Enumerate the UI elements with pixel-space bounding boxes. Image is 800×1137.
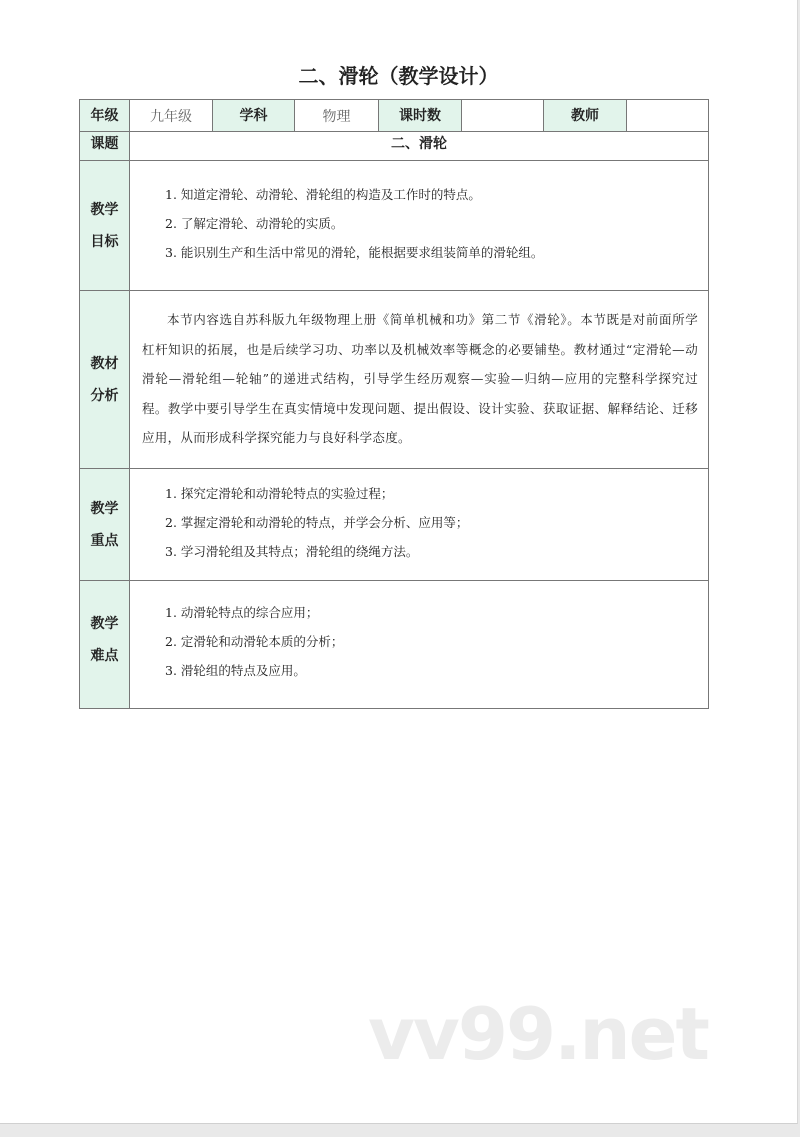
- difficulty-item: 3. 滑轮组的特点及应用。: [165, 663, 306, 678]
- page-title: 二、滑轮（教学设计）: [298, 64, 499, 88]
- watermark: vv99.net: [368, 992, 708, 1076]
- label-line: 教材: [90, 355, 119, 372]
- grade-value: 九年级: [129, 99, 213, 132]
- key-point-item: 1. 探究定滑轮和动滑轮特点的实验过程；: [165, 486, 394, 501]
- key-points-content: [129, 468, 709, 581]
- label-line: 教学: [90, 616, 119, 632]
- difficulty-item: 1. 动滑轮特点的综合应用；: [165, 605, 319, 620]
- label-line: 教学: [90, 500, 119, 517]
- key-point-item: 2. 掌握定滑轮和动滑轮的特点，并学会分析、应用等；: [165, 515, 469, 530]
- goals-content: [129, 160, 709, 291]
- goal-item: 2. 了解定滑轮、动滑轮的实质。: [165, 216, 344, 231]
- label-line: 分析: [90, 387, 119, 404]
- label-line: 目标: [90, 233, 119, 250]
- teacher-label: 教师: [543, 99, 627, 132]
- label-line: 教学: [90, 201, 119, 218]
- difficulties-label: [79, 580, 130, 709]
- hours-value: [461, 99, 544, 132]
- subject-label: 学科: [212, 99, 295, 132]
- goals-label: [79, 160, 130, 291]
- difficulty-item: 2. 定滑轮和动滑轮本质的分析；: [165, 634, 344, 649]
- teacher-value: [626, 99, 709, 132]
- topic-label: 课题: [79, 131, 130, 161]
- analysis-content: [129, 290, 709, 469]
- key-point-item: 3. 学习滑轮组及其特点；滑轮组的绕绳方法。: [165, 544, 419, 559]
- grade-label: 年级: [79, 99, 130, 132]
- goal-item: 3. 能识别生产和生活中常见的滑轮，能根据要求组装简单的滑轮组。: [165, 245, 544, 260]
- label-line: 重点: [90, 532, 119, 549]
- subject-value: 物理: [294, 99, 379, 132]
- analysis-label: [79, 290, 130, 469]
- analysis-text: 本节内容选自苏科版九年级物理上册《简单机械和功》第二节《滑轮》。本节既是对前面所学杠杆知识的拓展，也是后续学习功、功率以及机械效率等概念的必要铺垫。教材通过“定滑轮—动滑轮—滑轮组—轮轴”的递进式结构，引导学生经历观察—实验—归纳—应用的完整科学探究过程。教学中要引导学生在真实情境中发现问题、提出假设、设计实验、获取证据、解释结论、迁移应用，从而形成科学探究能力与良好科学态度。: [142, 312, 698, 445]
- hours-label: 课时数: [378, 99, 462, 132]
- topic-value: 二、滑轮: [129, 131, 709, 161]
- difficulties-content: [129, 580, 709, 709]
- label-line: 难点: [90, 648, 119, 664]
- goal-item: 1. 知道定滑轮、动滑轮、滑轮组的构造及工作时的特点。: [165, 187, 481, 202]
- key-points-label: [79, 468, 130, 581]
